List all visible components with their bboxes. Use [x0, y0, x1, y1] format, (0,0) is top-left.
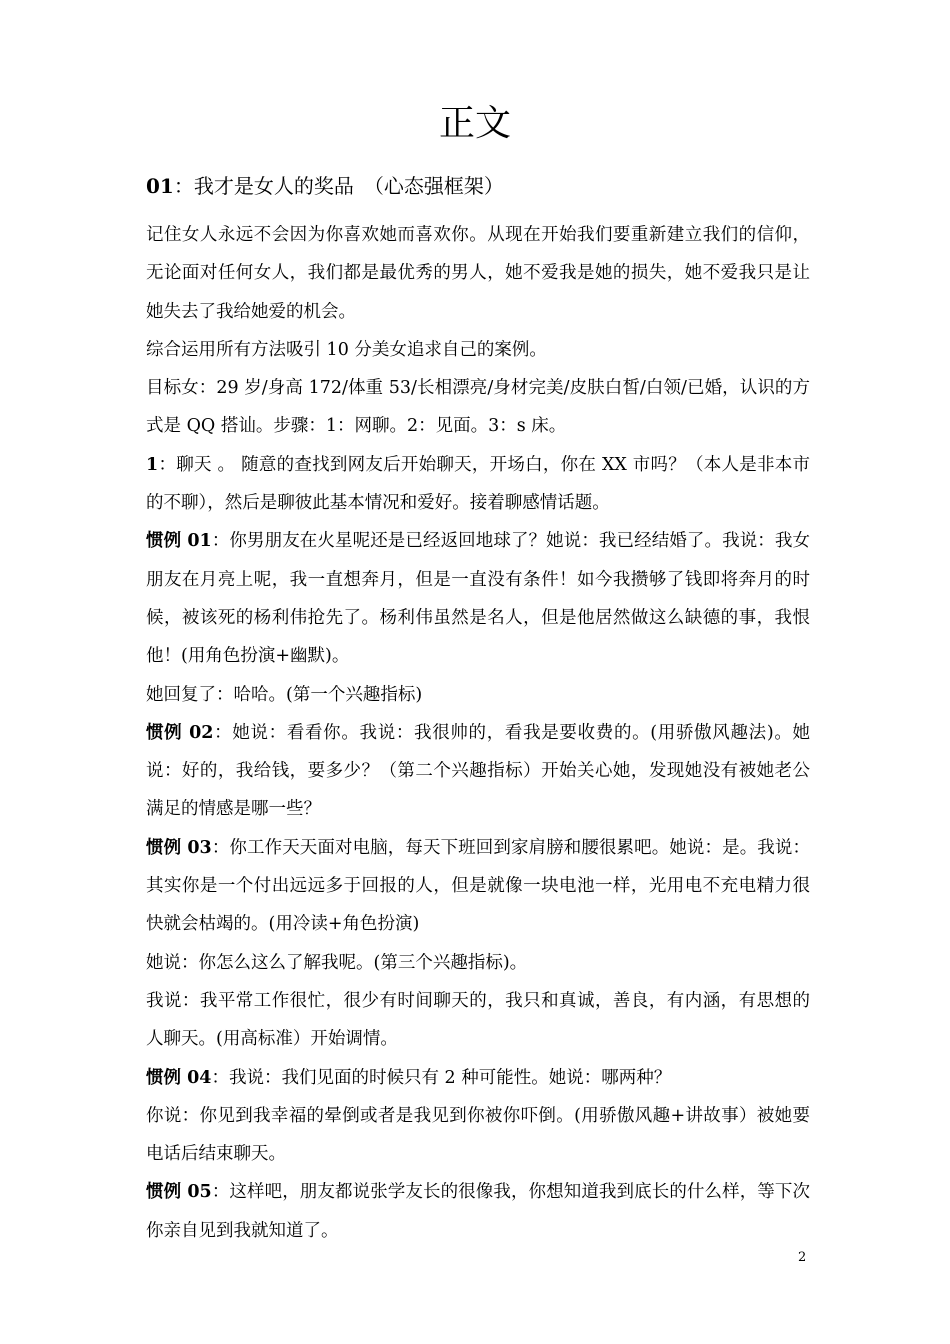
paragraph-lead: 惯例 04 [146, 1067, 212, 1088]
paragraph [146, 369, 810, 446]
paragraph-text: ：你工作天天面对电脑，每天下班回到家肩膀和腰很累吧。她说：是。我说：其实你是一个付出远远多于回报的人，但是就像一块电池一样，光用电不充电精力很快就会枯竭的。(用冷读+角色扮演) [146, 837, 810, 935]
section-number: 01 [146, 174, 174, 198]
paragraph [146, 714, 810, 829]
paragraph [146, 446, 810, 523]
paragraph [146, 331, 810, 369]
paragraph-lead: 惯例 05 [146, 1182, 212, 1203]
paragraph [146, 1173, 810, 1250]
paragraph-lead: 惯例 01 [146, 531, 212, 552]
paragraph [146, 829, 810, 944]
paragraph-text: ：她说：看看你。我说：我很帅的，看我是要收费的。(用骄傲风趣法)。她说：好的，我给钱，要多少？（第二个兴趣指标）开始关心她，发现她没有被她老公满足的情感是哪一些？ [146, 722, 810, 820]
paragraph-lead: 惯例 02 [146, 722, 214, 743]
page-title: 正文 [438, 103, 511, 144]
paragraph [146, 1097, 810, 1174]
paragraph-lead: 惯例 03 [146, 837, 212, 858]
paragraph-text: 她说：你怎么这么了解我呢。(第三个兴趣指标)。 [146, 952, 528, 973]
paragraph-text: 记住女人永远不会因为你喜欢她而喜欢你。从现在开始我们要重新建立我们的信仰，无论面对任何女人，我们都是最优秀的男人，她不爱我是她的损失，她不爱我只是让她失去了我给她爱的机会。 [146, 225, 810, 322]
paragraph-text: ：这样吧，朋友都说张学友长的很像我，你想知道我到底长的什么样，等下次你亲自见到我就知道了。 [146, 1182, 810, 1241]
paragraph-lead: 1 [146, 454, 159, 475]
paragraph-text: ：你男朋友在火星呢还是已经返回地球了？她说：我已经结婚了。我说：我女朋友在月亮上呢，我一直想奔月，但是一直没有条件！如今我攒够了钱即将奔月的时候，被该死的杨利伟抢先了。杨利伟虽然是名人，但是他居然做这么缺德的事，我恨他！(用角色扮演+幽默)。 [146, 531, 810, 667]
body-text [146, 216, 810, 1250]
section-heading [146, 170, 504, 202]
page-number: 2 [798, 1250, 807, 1265]
section-separator: ： [173, 174, 194, 198]
paragraph-text: 你说：你见到我幸福的晕倒或者是我见到你被你吓倒。(用骄傲风趣+讲故事）被她要电话后结束聊天。 [146, 1105, 810, 1165]
paragraph [146, 944, 810, 982]
paragraph-text: ：我说：我们见面的时候只有 2 种可能性。她说：哪两种？ [211, 1067, 672, 1088]
paragraph-text: ：聊天 。 随意的查找到网友后开始聊天，开场白，你在 XX 市吗？（本人是非本市的不聊），然后是聊彼此基本情况和爱好。接着聊感情话题。 [146, 454, 810, 514]
paragraph [146, 1059, 810, 1097]
paragraph [146, 676, 810, 714]
paragraph-text: 综合运用所有方法吸引 10 分美女追求自己的案例。 [146, 339, 547, 360]
paragraph-text: 目标女：29 岁/身高 172/体重 53/长相漂亮/身材完美/皮肤白皙/白领/已婚，认识的方式是 QQ 搭讪。步骤：1：网聊。2：见面。3：s 床。 [146, 378, 810, 437]
paragraph-text: 她回复了：哈哈。(第一个兴趣指标) [146, 684, 423, 705]
paragraph [146, 522, 810, 675]
paragraph [146, 982, 810, 1059]
paragraph-text: 我说：我平常工作很忙，很少有时间聊天的，我只和真诚，善良，有内涵，有思想的人聊天。(用高标准）开始调情。 [146, 990, 810, 1050]
section-title: 我才是女人的奖品 （心态强框架） [193, 174, 504, 198]
paragraph [146, 216, 810, 331]
